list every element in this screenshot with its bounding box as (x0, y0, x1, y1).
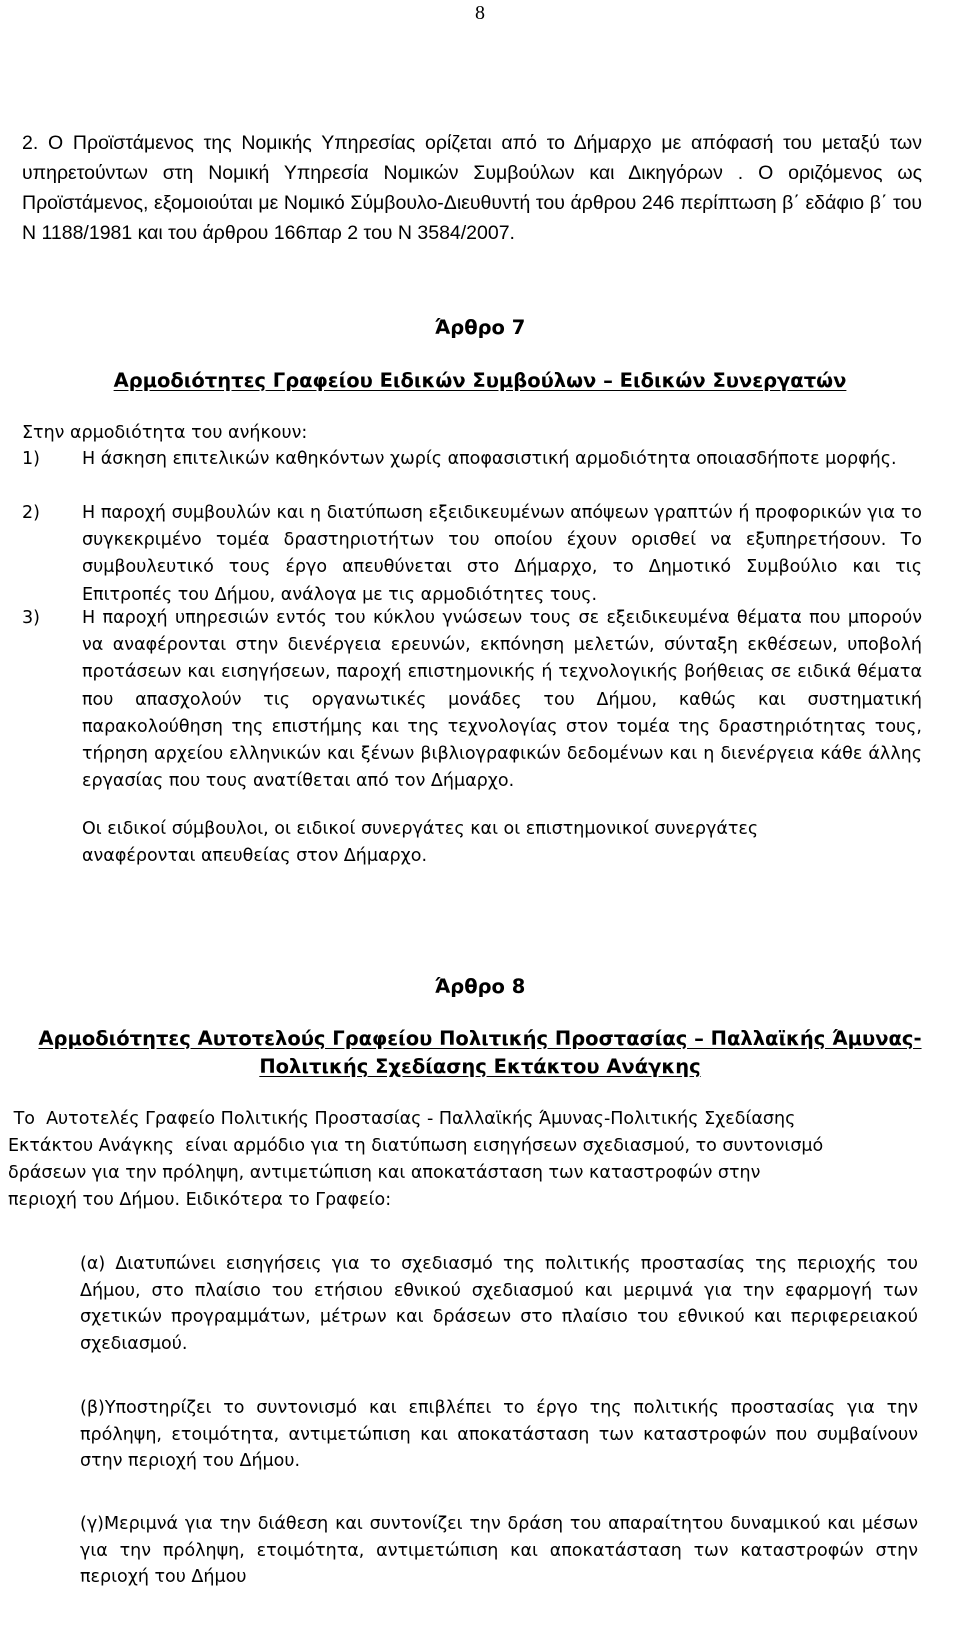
page-number: 8 (475, 2, 485, 24)
article-7-title-text: Άρθρο 7 (434, 316, 526, 339)
article-8-item-b: (β)Υποστηρίζει το συντονισμό και επιβλέπει το έργο της πολιτικής προστασίας για την πρόληψη, ετοιμότητα, αντιμετώπιση και αποκατάσταση των καταστροφών που συμβαίνουν στην περιοχή του Δήμου. (80, 1398, 918, 1471)
article-8-title (0, 973, 960, 1001)
item-text: Η παροχή υπηρεσιών εντός του κύκλου γνώσεων τους σε εξειδικευμένα θέματα που μπορούν να αναφέρονται στην διενέργεια ερευνών, εκπόνηση μελετών, σύνταξη εκθέσεων, υποβολή προτάσεων και εισηγήσεων, παροχή επιστημονικής ή τεχνολογικής βοήθειας σε ειδικά θέματα που απασχολούν τις οργανωτικές μονάδες του Δήμου, καθώς και συστηματική παρακολούθηση της επιστήμης και της τεχνολογίας στον τομέα της δραστηριότητας τους, τήρηση αρχείου ελληνικών και ξένων βιβλιογραφικών δεδομένων και η διενέργεια κάθε άλλης εργασίας που τους ανατίθεται από τον Δήμαρχο. (82, 608, 922, 792)
article-8-subtitle-line-1-text: Αρμοδιότητες Αυτοτελούς Γραφείου Πολιτικής Προστασίας – Παλλαϊκής Άμυνας- (38, 1027, 922, 1050)
item-number: 3) (22, 608, 40, 628)
paragraph-section-2: 2. Ο Προϊστάμενος της Νομικής Υπηρεσίας ορίζεται από το Δήμαρχο με απόφασή του μεταξύ των υπηρετούντων στη Νομική Υπηρεσία Νομικών Συμβούλων και Δικηγόρων . Ο οριζόμενος ως Προϊστάμενος, εξομοιούται με Νομικό Σύμβουλο-Διευθυντή του άρθρου 246 περίπτωση β΄ εδάφιο β΄ του Ν 1188/1981 και του άρθρου 166παρ 2 του Ν 3584/2007. (22, 132, 922, 244)
item-number: 1) (22, 449, 40, 469)
article-8-subtitle-line-2 (0, 1053, 960, 1081)
article-7-item-3 (22, 605, 922, 795)
article-8-item-c: (γ)Μεριμνά για την διάθεση και συντονίζει την δράση του απαραίτητου δυναμικού και μέσων για την πρόληψη, ετοιμότητα, αντιμετώπιση και αποκατάσταση των καταστροφών στην περιοχή του Δήμου (80, 1514, 918, 1587)
article-7-closing-line-1: Οι ειδικοί σύμβουλοι, οι ειδικοί συνεργάτες και οι επιστημονικοί συνεργάτες (82, 819, 759, 839)
item-text: Η άσκηση επιτελικών καθηκόντων χωρίς αποφασιστική αρμοδιότητα οποιασδήποτε μορφής. (82, 449, 897, 469)
article-8-intro-line-2: Εκτάκτου Ανάγκης είναι αρμόδιο για τη διατύπωση εισηγήσεων σχεδιασμού, το συντονισμό (8, 1136, 824, 1156)
article-7-item-1 (22, 446, 922, 473)
article-7-intro: Στην αρμοδιότητα του ανήκουν: (22, 423, 308, 443)
article-7-item-2 (22, 500, 922, 609)
article-8-title-text: Άρθρο 8 (434, 975, 526, 998)
article-8-intro-line-1: Το Αυτοτελές Γραφείο Πολιτικής Προστασίας - Παλλαϊκής Άμυνας-Πολιτικής Σχεδίασης (8, 1109, 796, 1129)
article-8-subtitle-line-1 (0, 1025, 960, 1053)
article-8-subtitle-line-2-text: Πολιτικής Σχεδίασης Εκτάκτου Ανάγκης (259, 1055, 701, 1078)
article-7-closing-line-2: αναφέρονται απευθείας στον Δήμαρχο. (82, 846, 428, 866)
article-8-intro-line-4: περιοχή του Δήμου. Ειδικότερα το Γραφείο: (8, 1190, 392, 1210)
article-8-item-a: (α) Διατυπώνει εισηγήσεις για το σχεδιασμό της πολιτικής προστασίας της περιοχής του Δήμου, στο πλαίσιο του ετήσιου εθνικού σχεδιασμού και μεριμνά για την εφαρμογή των σχετικών προγραμμάτων, μέτρων και δράσεων στο πλαίσιο του εθνικού και περιφερειακού σχεδιασμού. (80, 1254, 918, 1354)
item-number: 2) (22, 503, 40, 523)
article-7-subtitle (0, 367, 960, 395)
item-text: Η παροχή συμβουλών και η διατύπωση εξειδικευμένων απόψεων γραπτών ή προφορικών για το συγκεκριμένο τομέα δραστηριοτήτων του οποίου έχουν ορισθεί να εξυπηρετήσουν. Το συμβουλευτικό τους έργο απευθύνεται στο Δήμαρχο, το Δημοτικό Συμβούλιο και τις Επιτροπές του Δήμου, ανάλογα με τις αρμοδιότητες τους. (82, 503, 922, 605)
article-8-intro-line-3: δράσεων για την πρόληψη, αντιμετώπιση και αποκατάσταση των καταστροφών στην (8, 1163, 761, 1183)
article-7-title (0, 314, 960, 342)
article-7-subtitle-text: Αρμοδιότητες Γραφείου Ειδικών Συμβούλων – Ειδικών Συνεργατών (113, 369, 847, 392)
